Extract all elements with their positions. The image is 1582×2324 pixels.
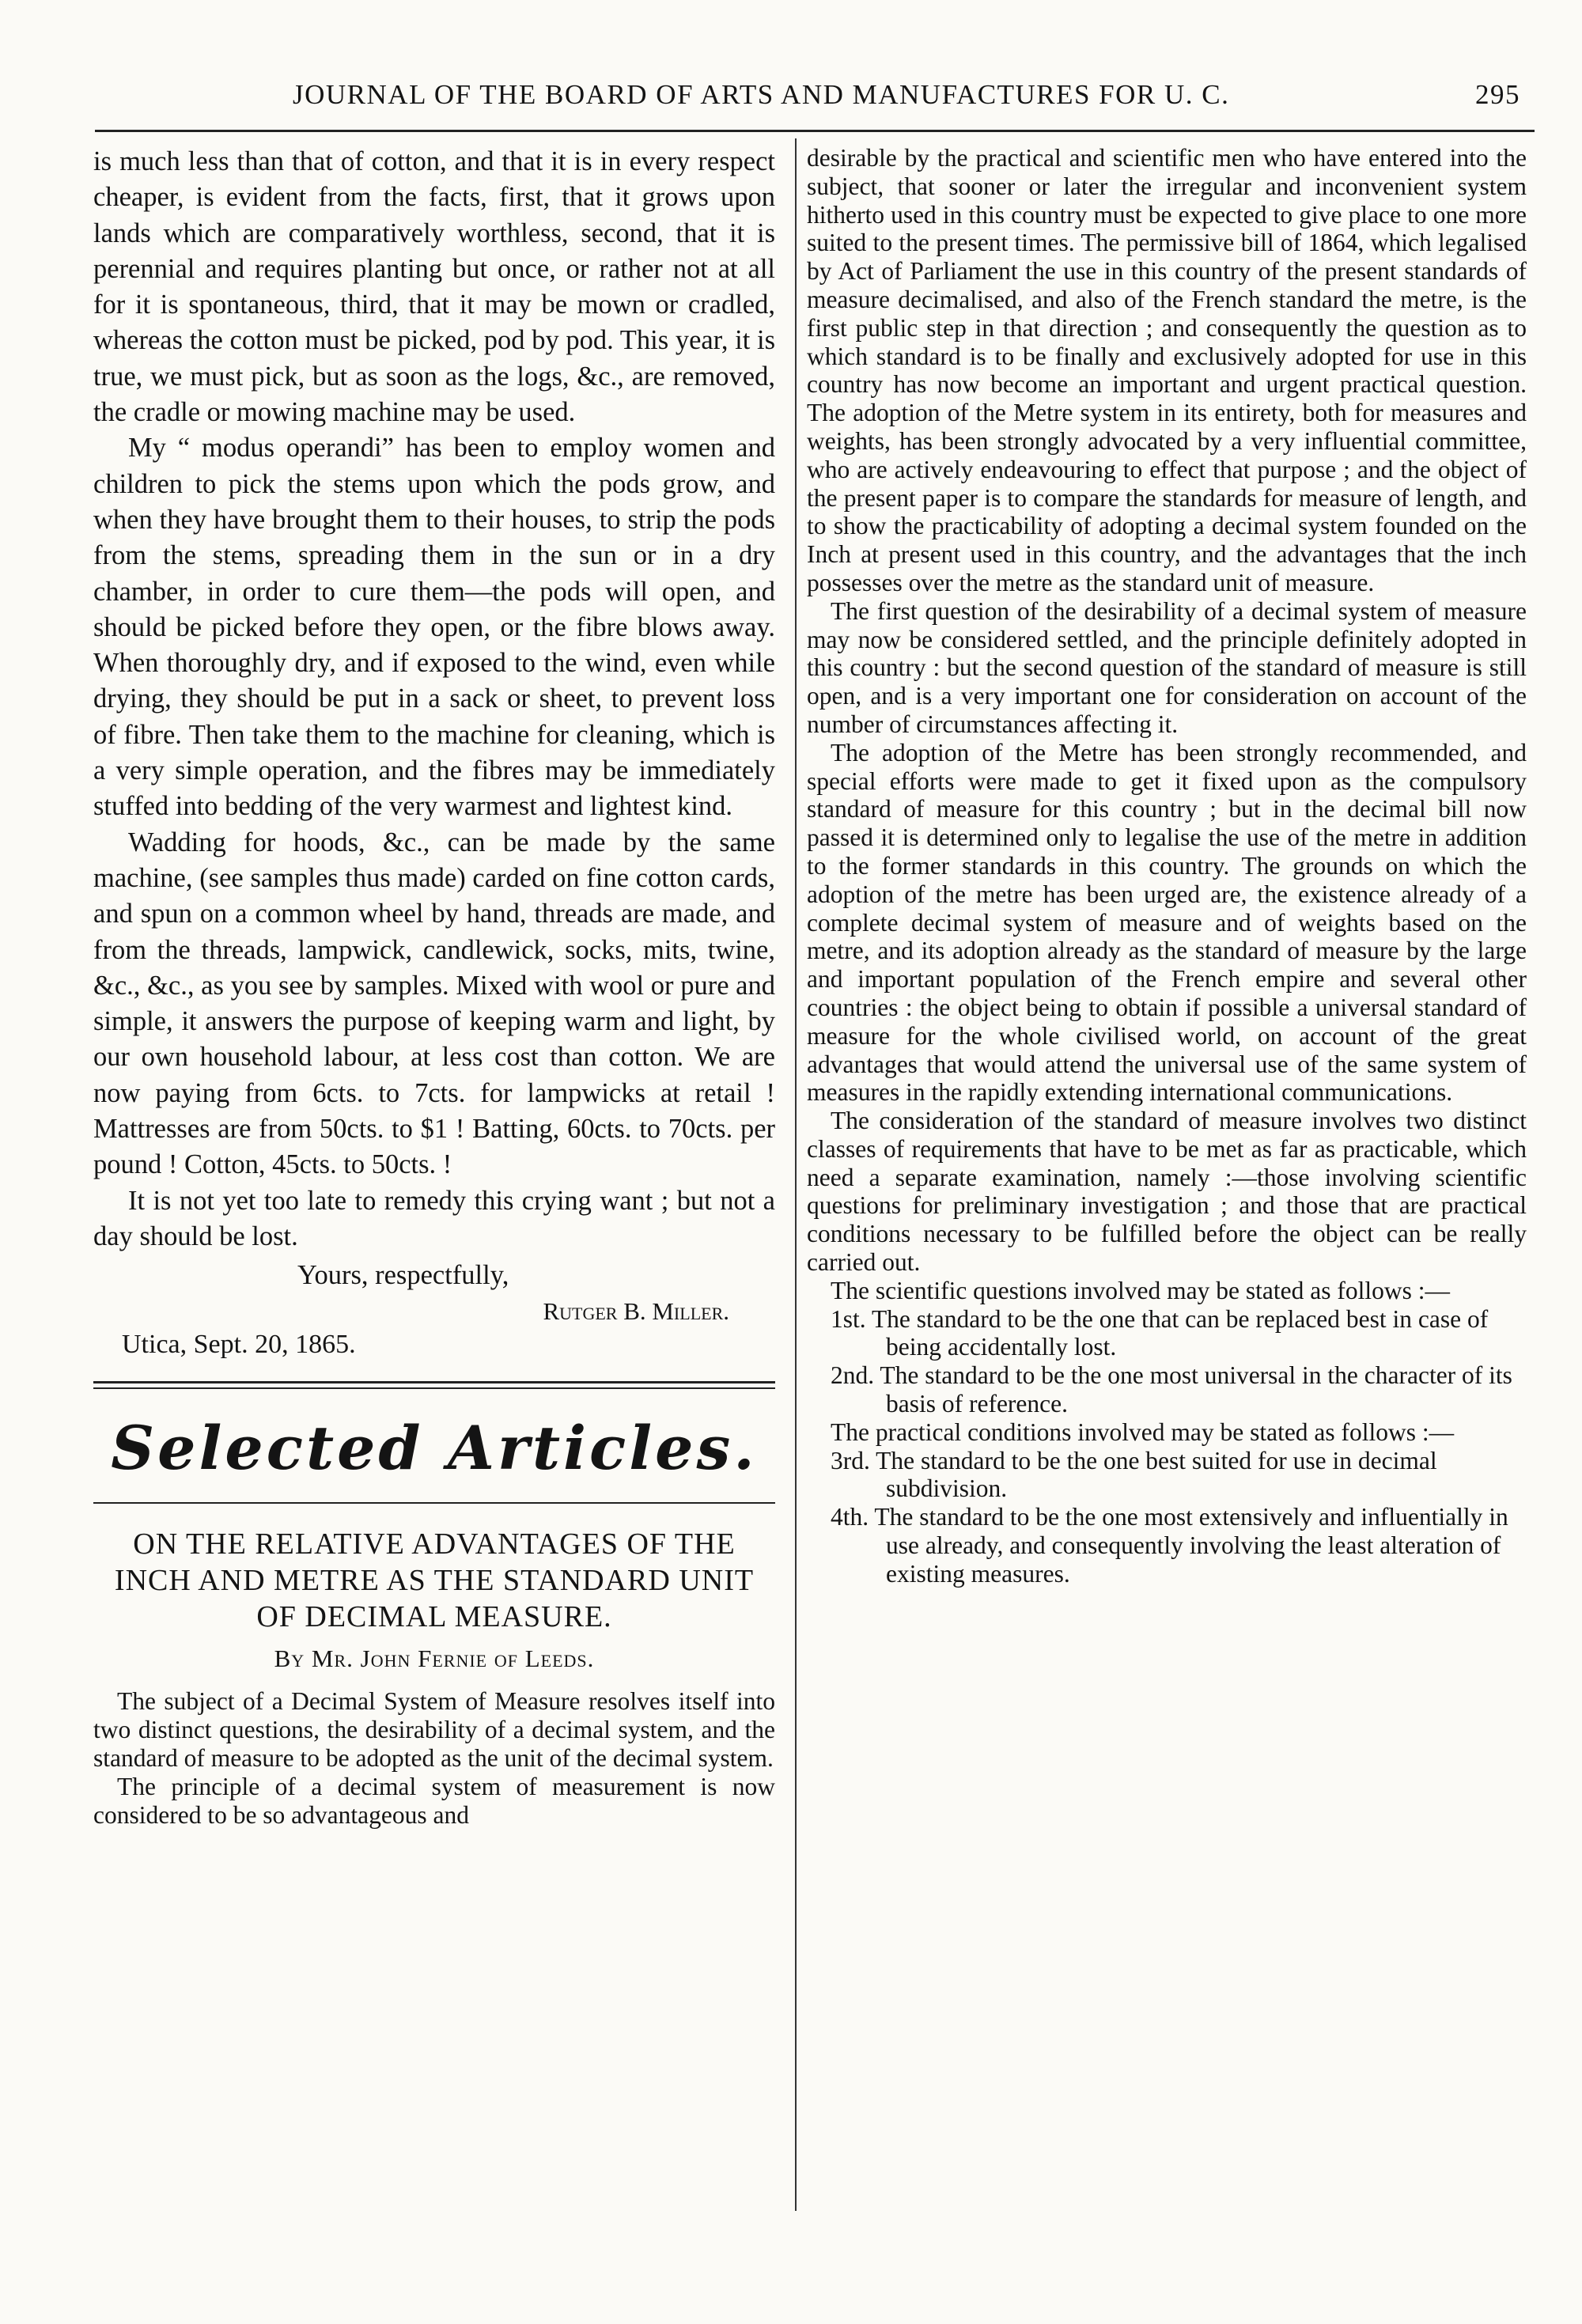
list-item: 2nd. The standard to be the one most universal in the character of its basis of reference.	[831, 1361, 1512, 1418]
page-number: 295	[1475, 79, 1520, 110]
section-rule-bottom	[93, 1502, 775, 1504]
list-item: 1st. The standard to be the one that can be replaced best in case of being accidentally lost.	[831, 1304, 1489, 1361]
section-heading: Selected Articles.	[111, 1413, 758, 1484]
article-paragraph-2: The principle of a decimal system of measurement is now considered to be so advantageous and	[93, 1773, 775, 1830]
practical-conditions-intro: The practical conditions involved may be stated as follows :—	[831, 1417, 1455, 1446]
column-divider	[795, 138, 797, 2211]
section-rule-top	[93, 1381, 775, 1383]
letter-paragraph-3: Wadding for hoods, &c., can be made by the same machine, (see samples thus made) carded on fine cotton cards, and spun on a common wheel by hand, threads are made, and from the threads, lampwick, candlewick, socks, mits, twine, &c., &c., as you see by samples. Mixed with wool or pure and simple, it answers the purpose of keeping warm and light, by our own household labour, at less cost than cotton. We are now paying from 6cts. to 7cts. for lampwicks at retail ! Mattresses are from 50cts. to $1 ! Batting, 60cts. to 70cts. per pound ! Cotton, 45cts. to 50cts. !	[93, 827, 775, 1180]
right-column	[807, 144, 1527, 1588]
letter-paragraph-4: It is not yet too late to remedy this crying want ; but not a day should be lost.	[93, 1185, 775, 1251]
list-item: 4th. The standard to be the one most extensively and influentially in use already, and consequently involving the least alteration of existing measures.	[831, 1503, 1508, 1588]
letter-closing: Yours, respectfully,	[297, 1260, 509, 1291]
article-continued-paragraph-4: The consideration of the standard of measure involves two distinct classes of requirements that have to be met as far as practicable, which need a separate examination, namely :—those involving scientific questions for preliminary investigation ; and those that are practical conditions necessary to be fulfilled before the object can be really carried out.	[807, 1107, 1527, 1277]
left-column	[93, 144, 775, 1830]
letter-paragraph-1: is much less than that of cotton, and that it is in every respect cheaper, is evident from the facts, first, that it grows upon lands which are comparatively worthless, second, that it is perennial and requires planting but once, or rather not at all for it is spontaneous, third, that it may be mown or cradled, whereas the cotton must be picked, pod by pod. This year, it is true, we must pick, but as soon as the logs, &c., are removed, the cradle or mowing machine may be used.	[93, 146, 775, 428]
article-continued-paragraph-3: The adoption of the Metre has been strongly recommended, and special efforts were made to get it fixed upon as the compulsory standard of measure for this country ; but in the decimal bill now passed it is determined only to legalise the use of the metre in addition to the former standards in this country. The grounds on which the adoption of the metre has been urged are, the existence already of a complete decimal system of measure and of weights based on the metre, and its adoption already as the standard of measure by the large and important population of the French empire and several other countries : the object being to obtain if possible a universal standard of measure for the whole civilised world, on account of the great advantages that would attend the universal use of the same system of measures in the rapidly extending international communications.	[807, 738, 1527, 1107]
letter-paragraph-2: My “ modus operandi” has been to employ women and children to pick the stems upon which the pods grow, and when they have brought them to their houses, to strip the pods from the stems, spreading them in the sun or in a dry chamber, in order to cure them—the pods will open, and should be picked before they open, or the fibre blows away. When thoroughly dry, and if exposed to the wind, even while drying, they should be put in a sack or sheet, to prevent loss of fibre. Then take them to the machine for cleaning, which is a very simple operation, and the fibres may be immediately stuffed into bedding of the very warmest and lightest kind.	[93, 433, 775, 822]
letter-dateline: Utica, Sept. 20, 1865.	[122, 1330, 356, 1360]
article-title: ON THE RELATIVE ADVANTAGES OF THE INCH AND METRE AS THE STANDARD UNIT OF DECIMAL MEASURE.	[114, 1527, 755, 1634]
article-byline: By Mr. John Fernie of Leeds.	[274, 1645, 595, 1673]
article-continued-paragraph-1: desirable by the practical and scientific men who have entered into the subject, that sooner or later the irregular and inconvenient system hitherto used in this country must be expected to give place to one more suited to the present times. The permissive bill of 1864, which legalised by Act of Parliament the use in this country of the present standards of measure decimalised, and also of the French standard the metre, is the first public step in that direction ; and consequently the question as to which standard is to be finally and exclusively adopted for use in this country has now become an important and urgent practical question. The adoption of the Metre system in its entirety, both for measures and weights, has been strongly advocated by a very influential committee, who are actively endeavouring to effect that purpose ; and the object of the present paper is to compare the standards for measure of length, and to show the practicability of adopting a decimal system founded on the Inch at present used in this country, and the advantages that the inch possesses over the metre as the standard unit of measure.	[807, 144, 1527, 596]
article-paragraph-1: The subject of a Decimal System of Measure resolves itself into two distinct questions, the desirability of a decimal system, and the standard of measure to be adopted as the unit of the decimal system.	[93, 1687, 775, 1773]
journal-title: JOURNAL OF THE BOARD OF ARTS AND MANUFACTURES FOR U. C.	[293, 79, 1230, 110]
list-item: 3rd. The standard to be the one best suited for use in decimal subdivision.	[831, 1446, 1437, 1503]
page-header	[87, 73, 1535, 117]
section-rule-top-thin	[93, 1387, 775, 1389]
header-rule	[95, 130, 1535, 132]
scientific-questions-intro: The scientific questions involved may be stated as follows :—	[831, 1276, 1450, 1304]
article-continued-paragraph-2: The first question of the desirability of a decimal system of measure may now be considered settled, and the principle definitely adopted in this country : but the second question of the standard of measure is still open, and is a very important one for consideration on account of the number of circumstances affecting it.	[807, 596, 1527, 738]
letter-signature: Rutger B. Miller.	[543, 1297, 729, 1326]
